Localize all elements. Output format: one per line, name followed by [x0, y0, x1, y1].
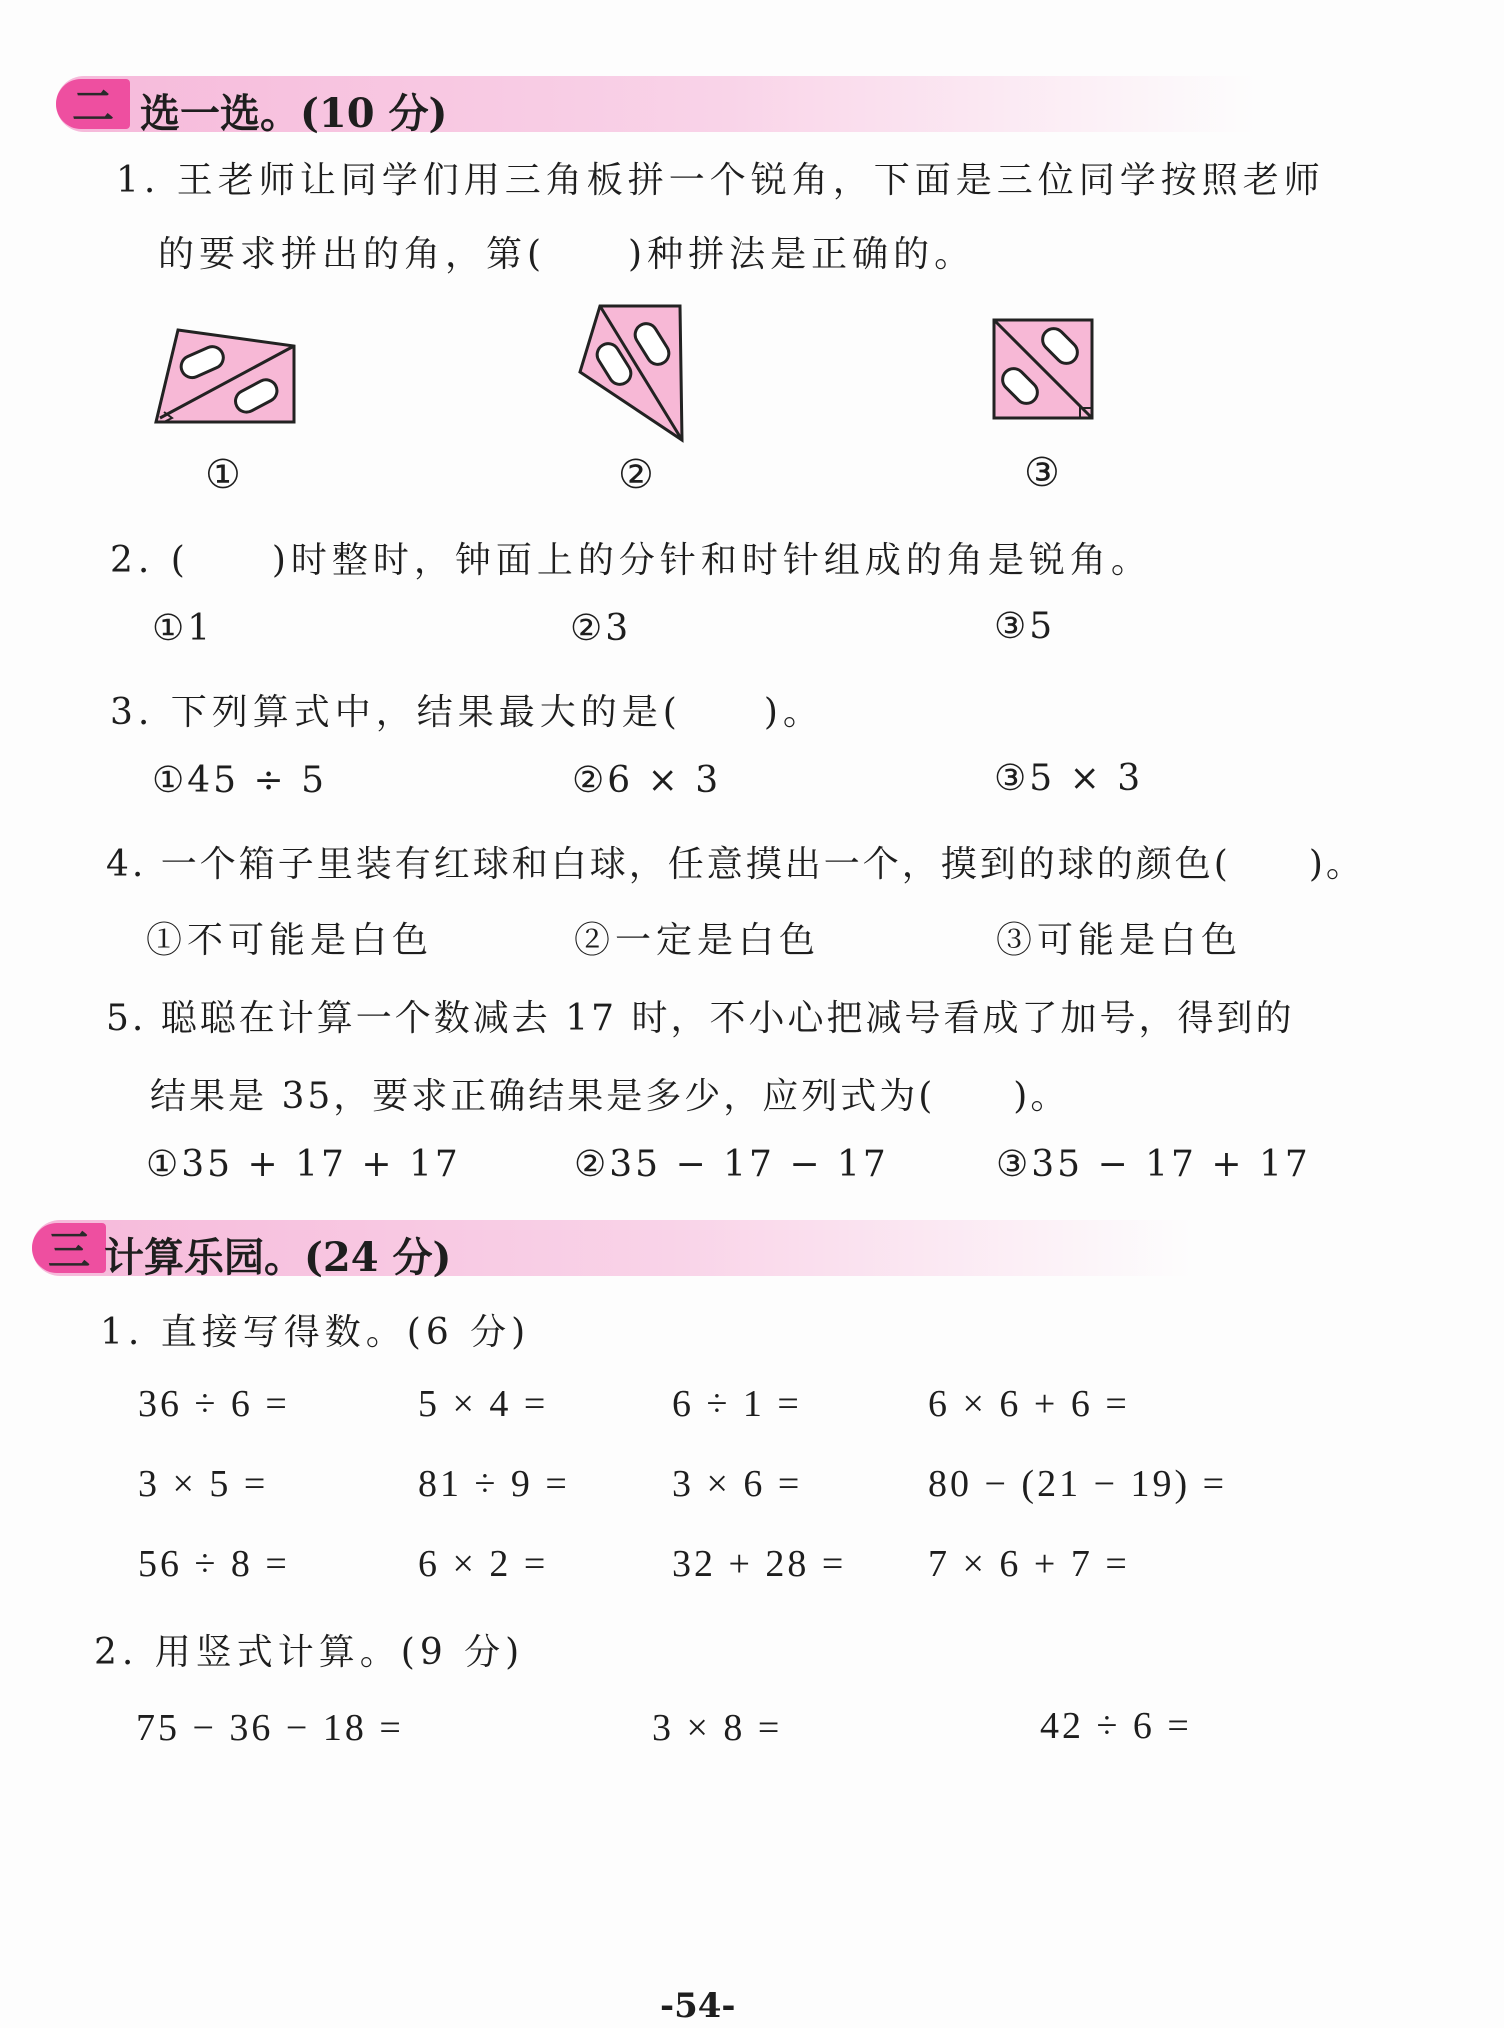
calc-r3-c3: 32 + 28 =	[672, 1543, 847, 1585]
q1-line1: 1. 王老师让同学们用三角板拼一个锐角，下面是三位同学按照老师	[116, 160, 1325, 201]
q1-line2: 的要求拼出的角，第( )种拼法是正确的。	[158, 234, 976, 275]
q5-line2: 结果是 35，要求正确结果是多少，应列式为( )。	[150, 1076, 1070, 1117]
calc-r1-c4: 6 × 6 + 6 =	[928, 1383, 1130, 1425]
calc-r3-c2: 6 × 2 =	[418, 1543, 549, 1585]
q5-option-1: ①35 + 17 + 17	[146, 1144, 461, 1185]
section-2-badge: 二	[56, 79, 130, 129]
q2-option-1: ①1	[152, 608, 214, 649]
q3-option-2: ②6 × 3	[572, 760, 722, 801]
q4-option-3: ③可能是白色	[996, 920, 1243, 961]
section-2-header	[56, 76, 1256, 137]
calc-r1-c2: 5 × 4 =	[418, 1383, 549, 1425]
figure-1-set-square	[150, 318, 300, 428]
calc-r1-c3: 6 ÷ 1 =	[672, 1383, 802, 1425]
section-3-header	[32, 1220, 1192, 1281]
q4-option-2: ②一定是白色	[574, 920, 821, 961]
q4-line1: 4. 一个箱子里装有红球和白球，任意摸出一个，摸到的球的颜色( )。	[106, 844, 1365, 885]
figure-2-label: ②	[618, 452, 654, 498]
q5-line1: 5. 聪聪在计算一个数减去 17 时，不小心把减号看成了加号，得到的	[106, 998, 1295, 1039]
section-3-title: 计算乐园。(24 分)	[104, 1234, 452, 1281]
calc-q2-item-2: 3 × 8 =	[652, 1707, 783, 1749]
calc-q2-item-3: 42 ÷ 6 =	[1040, 1705, 1192, 1747]
q4-option-1: ①不可能是白色	[146, 920, 434, 961]
page-number: -54-	[660, 1986, 736, 2026]
calc-r2-c2: 81 ÷ 9 =	[418, 1463, 570, 1505]
calc-q2-title: 2. 用竖式计算。(9 分)	[94, 1632, 525, 1673]
figure-1-label: ①	[205, 452, 241, 498]
calc-q2-item-1: 75 − 36 − 18 =	[136, 1707, 404, 1749]
calc-r2-c1: 3 × 5 =	[138, 1463, 269, 1505]
calc-r3-c4: 7 × 6 + 7 =	[928, 1543, 1130, 1585]
section-3-badge: 三	[32, 1223, 106, 1273]
q3-line1: 3. 下列算式中，结果最大的是( )。	[110, 692, 824, 733]
figure-3-label: ③	[1024, 450, 1060, 496]
q5-option-3: ③35 − 17 + 17	[996, 1144, 1311, 1185]
section-2-title: 选一选。(10 分)	[140, 90, 448, 137]
figure-3-set-square	[990, 316, 1096, 422]
q2-line1: 2. ( )时整时，钟面上的分针和时针组成的角是锐角。	[110, 540, 1152, 581]
calc-r2-c3: 3 × 6 =	[672, 1463, 803, 1505]
q3-option-1: ①45 ÷ 5	[152, 760, 328, 801]
calc-r3-c1: 56 ÷ 8 =	[138, 1543, 290, 1585]
q5-option-2: ②35 − 17 − 17	[574, 1144, 889, 1185]
calc-q1-title: 1. 直接写得数。(6 分)	[100, 1312, 531, 1353]
figure-2-set-square	[576, 300, 696, 445]
calc-r2-c4: 80 − (21 − 19) =	[928, 1463, 1228, 1505]
q3-option-3: ③5 × 3	[994, 758, 1144, 799]
calc-r1-c1: 36 ÷ 6 =	[138, 1383, 290, 1425]
q2-option-2: ②3	[570, 608, 632, 649]
q2-option-3: ③5	[994, 606, 1056, 647]
